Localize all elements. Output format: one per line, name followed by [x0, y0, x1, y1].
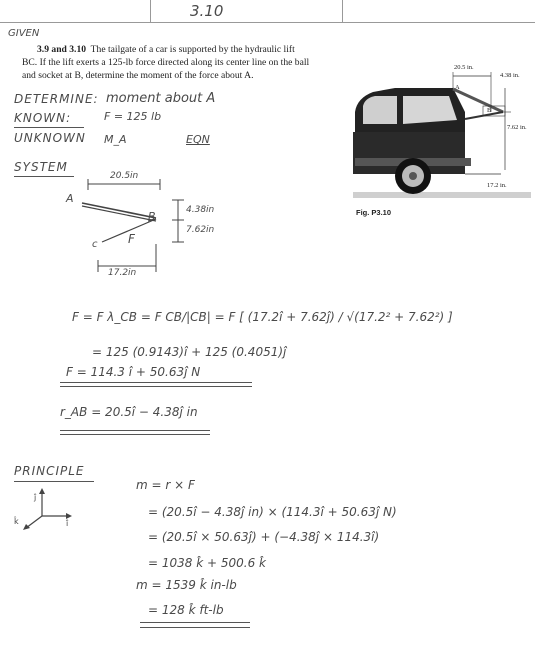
header-bottom-rule	[0, 22, 535, 23]
sys-dim-3: 17.2in	[108, 268, 137, 278]
label-principle: PRINCIPLE	[14, 464, 85, 478]
label-given: GIVEN	[8, 28, 40, 39]
answer-underline-1	[140, 622, 250, 623]
moment-eq-3: = (20.5î × 50.63ĵ) + (−4.38ĵ × 114.3î)	[148, 530, 380, 544]
problem-line-3: and socket at B, determine the moment of the force about A.	[22, 70, 254, 81]
known-text: F = 125 lb	[104, 110, 162, 123]
determine-text: moment about A	[106, 91, 216, 106]
eq-force-vector: F = 114.3 î + 50.63ĵ N	[66, 365, 201, 379]
unknown-text: M_A	[104, 133, 127, 146]
moment-eq-2: = (20.5î − 4.38ĵ in) × (114.3î + 50.63ĵ N)	[148, 505, 397, 519]
system-sketch	[60, 170, 260, 285]
moment-eq-4: = 1038 k̂ + 500.6 k̂	[148, 556, 266, 570]
problem-number: 3.10	[190, 2, 224, 20]
label-determine: DETERMINE:	[14, 92, 99, 106]
sys-dim-2: 7.62in	[186, 225, 215, 235]
eq-position-vector: r_AB = 20.5î − 4.38ĵ in	[60, 405, 198, 419]
force-underline-1	[60, 382, 252, 383]
fig-dim-bottom: 17.2 in.	[487, 182, 507, 189]
problem-line-1	[37, 44, 295, 55]
sys-top-dim: 20.5in	[110, 171, 139, 181]
sys-label-b: B	[148, 210, 156, 223]
label-known: KNOWN:	[14, 111, 72, 125]
answer-underline-2	[140, 627, 250, 628]
fig-label-c: C	[461, 114, 466, 121]
svg-text:î: î	[66, 519, 69, 528]
header-cell-middle	[150, 0, 343, 22]
svg-text:ĵ: ĵ	[34, 493, 37, 502]
header-cell-left	[0, 0, 151, 22]
eq-force-unit-vector: F = F λ_CB = F CB/|CB| = F [ (17.2î + 7.62ĵ) / √(17.2² + 7.62²) ]	[72, 310, 453, 324]
position-underline-2	[60, 434, 210, 435]
force-underline-2	[60, 386, 252, 387]
sys-label-f: F	[128, 232, 135, 246]
problem-line-2: BC. If the lift exerts a 125-lb force directed along its center line on the ball	[22, 57, 310, 68]
car-figure	[353, 62, 533, 222]
moment-eq-1: m = r × F	[136, 478, 195, 492]
label-unknown: UNKNOWN	[14, 131, 86, 145]
sys-label-c: c	[92, 239, 98, 250]
sys-dim-1: 4.38in	[186, 205, 215, 215]
principle-underline	[14, 481, 94, 482]
position-underline-1	[60, 430, 210, 431]
moment-eq-6: = 128 k̂ ft-lb	[148, 603, 224, 617]
eqn-label: EQN	[186, 133, 210, 146]
fig-dim-right: 7.62 in.	[507, 124, 527, 131]
known-underline	[14, 127, 84, 128]
moment-eq-5: m = 1539 k̂ in-lb	[136, 578, 237, 592]
problem-number-bold: 3.9 and 3.10	[37, 44, 87, 55]
fig-label-a: A	[455, 84, 460, 91]
svg-text:k̂: k̂	[14, 517, 19, 526]
label-system: SYSTEM	[14, 160, 68, 174]
figure-caption: Fig. P3.10	[356, 208, 392, 217]
axes-icon	[12, 486, 82, 536]
problem-text-1: The tailgate of a car is supported by the hydraulic lift	[90, 44, 295, 55]
sys-label-a: A	[66, 192, 74, 205]
fig-dim-top: 20.5 in.	[454, 64, 474, 71]
eq-force-components: = 125 (0.9143)î + 125 (0.4051)ĵ	[92, 345, 287, 359]
fig-label-b: B	[487, 107, 492, 114]
fig-dim-right-top: 4.38 in.	[500, 72, 520, 79]
